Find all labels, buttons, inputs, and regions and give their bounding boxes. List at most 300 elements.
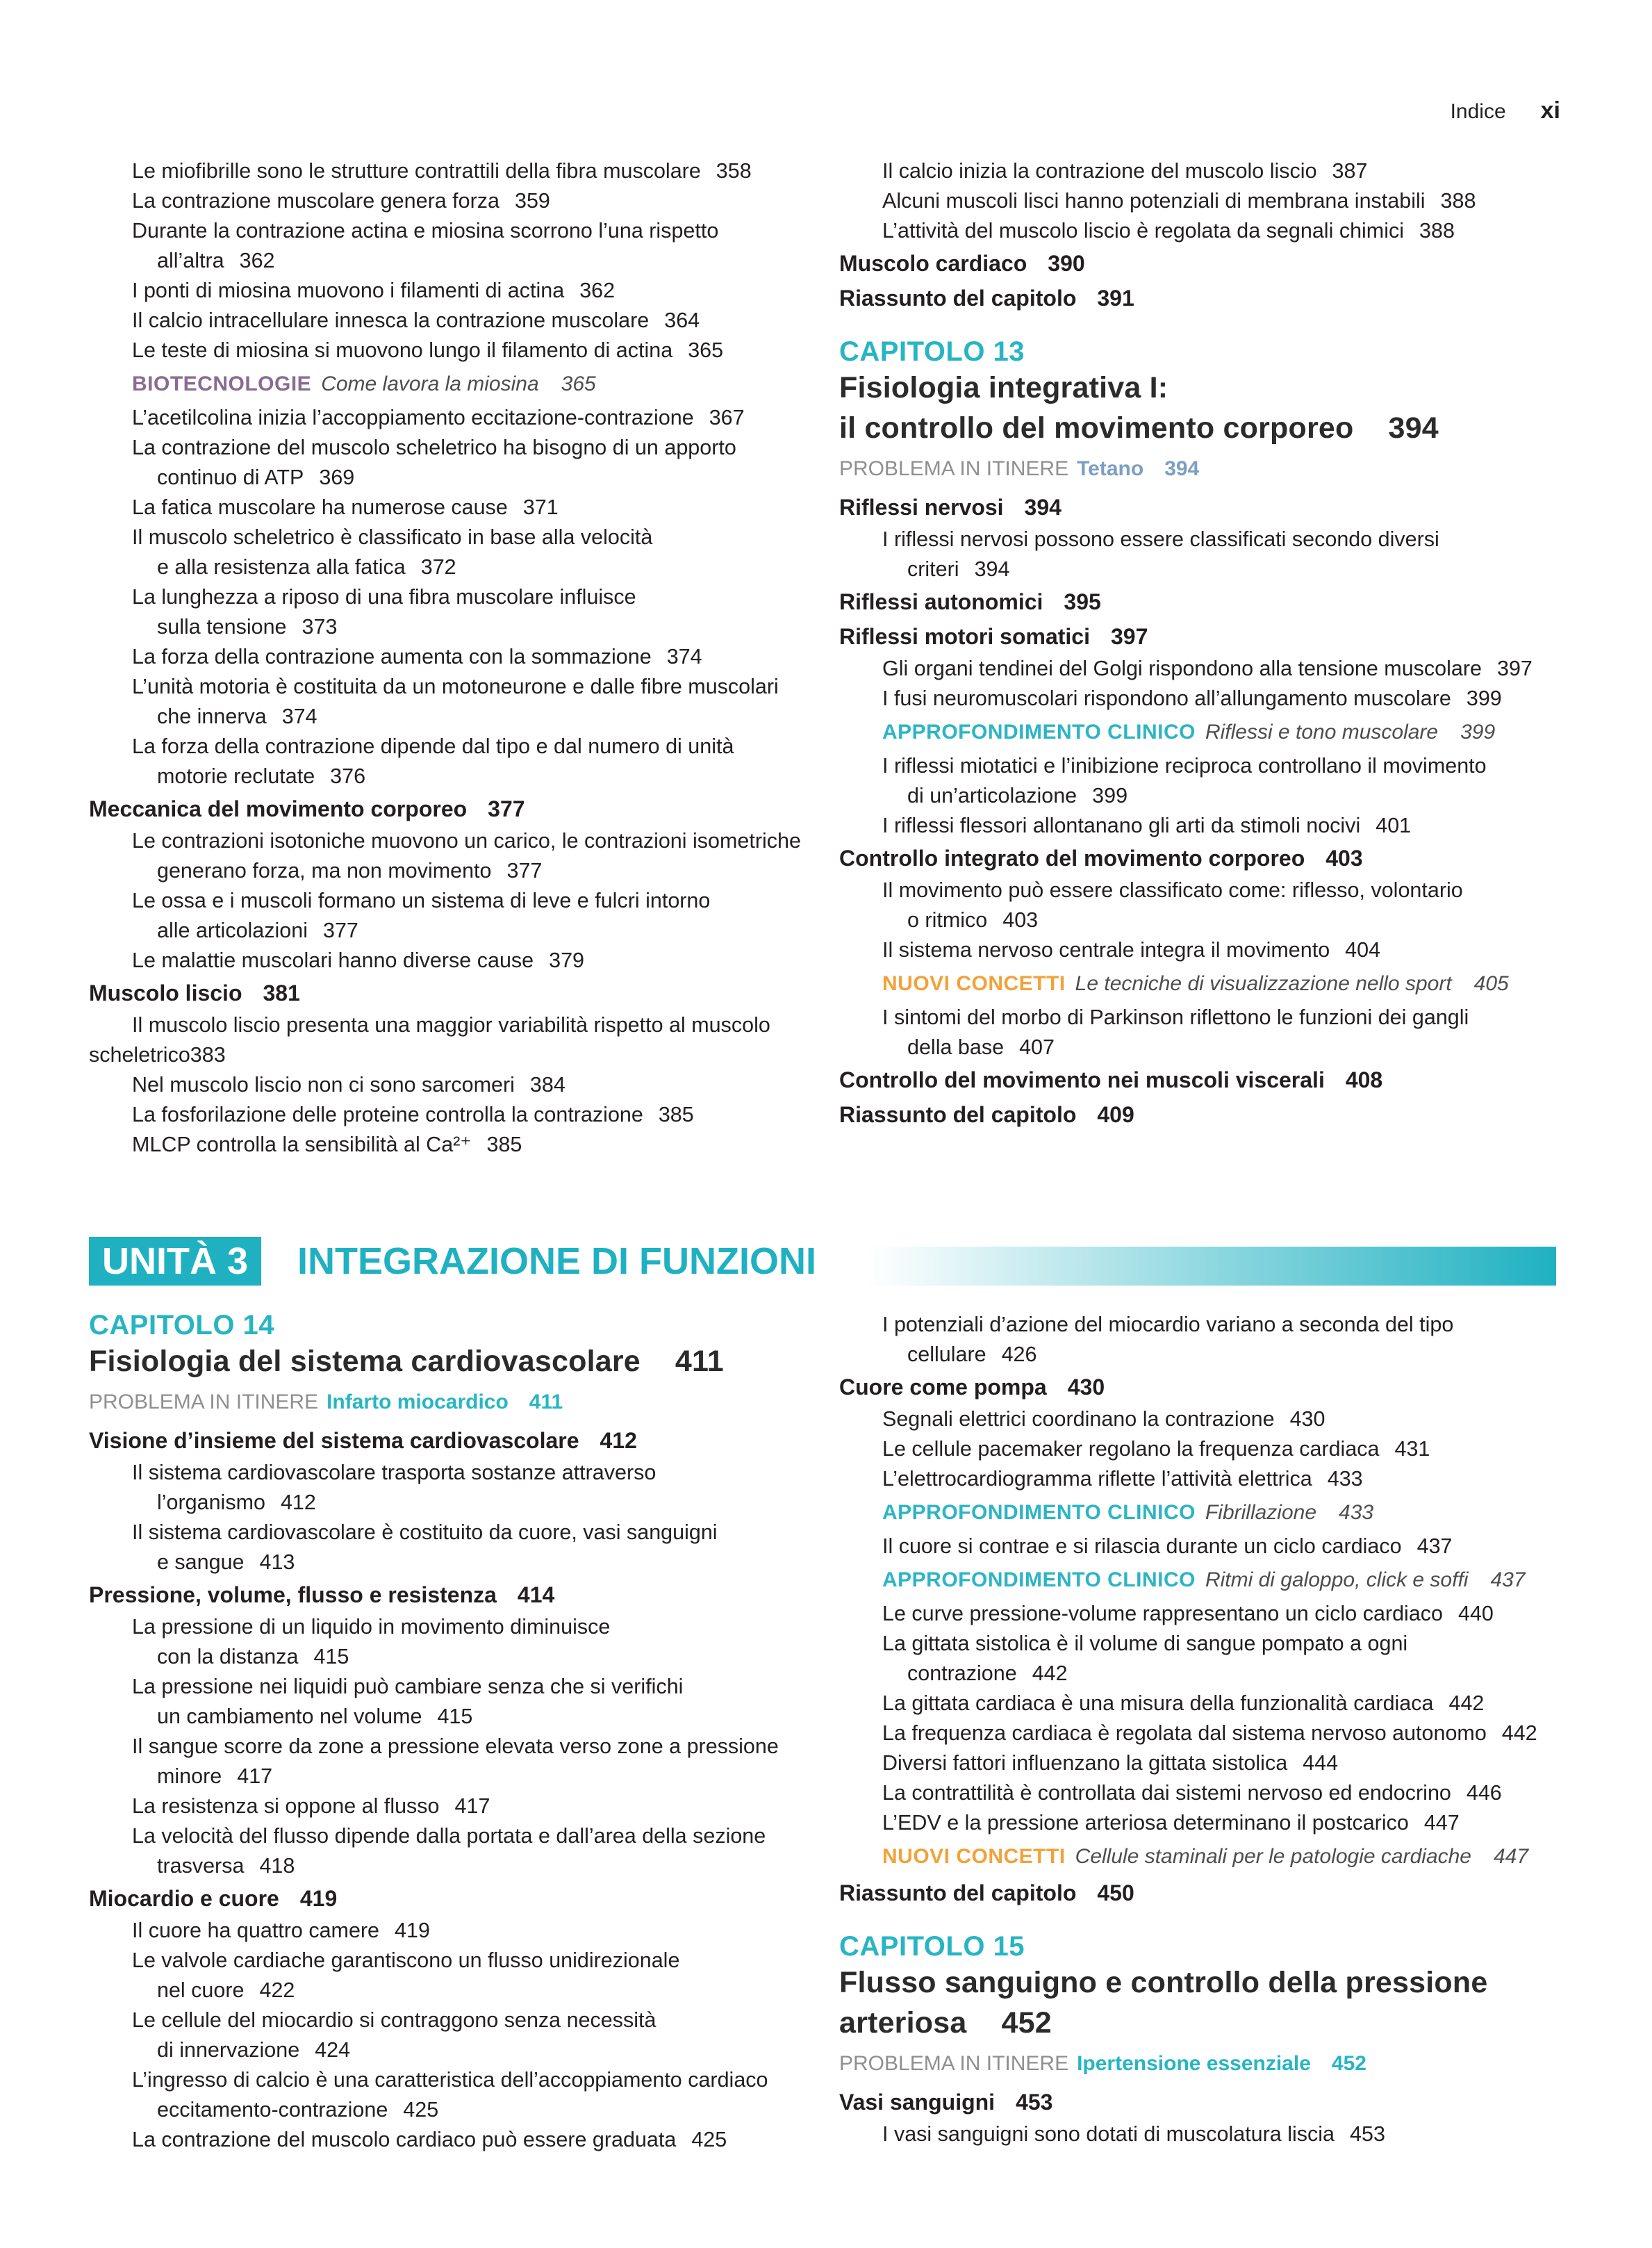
unit-banner: [89, 1231, 1556, 1294]
entry-text: La pressione nei liquidi può cambiare senza che si verifichi: [132, 1675, 684, 1698]
toc-subentry: [89, 642, 825, 672]
page-ref: 425: [691, 2128, 727, 2151]
page-ref: 440: [1458, 1602, 1494, 1625]
page-ref: 371: [522, 495, 559, 519]
feature-tag: APPROFONDIMENTO CLINICO: [882, 721, 1196, 744]
page-ref: 381: [263, 981, 300, 1006]
running-head-section: Indice: [1450, 100, 1506, 123]
entry-text: La contrattilità è controllata dai sistemi nervoso ed endocrino: [882, 1781, 1451, 1805]
entry-text-continued: contrazione: [907, 1662, 1017, 1685]
entry-text: Il cuore si contrae e si rilascia durante un ciclo cardiaco: [882, 1534, 1402, 1558]
page-ref: 401: [1376, 814, 1412, 837]
chapter-number: CAPITOLO 15: [839, 1931, 1025, 1962]
entry-text-continued: generano forza, ma non movimento: [157, 859, 492, 883]
page-ref: 415: [437, 1705, 473, 1728]
toc-column-bottom-right: [839, 1310, 1576, 2149]
page-ref: 394: [1164, 457, 1200, 480]
page-ref: 446: [1466, 1781, 1502, 1805]
page-ref: 362: [239, 249, 275, 272]
page-ref: 372: [420, 555, 456, 579]
page-ref: 411: [529, 1390, 563, 1413]
page-ref: 442: [1448, 1691, 1485, 1715]
entry-text: Nel muscolo liscio non ci sono sarcomeri: [132, 1073, 515, 1097]
page-ref: 447: [1423, 1811, 1460, 1835]
toc-subentry: [89, 886, 825, 946]
toc-subentry: [89, 1821, 825, 1881]
entry-text: L’ingresso di calcio è una caratteristica dell’accoppiamento cardiaco: [132, 2068, 768, 2092]
page-ref: 412: [280, 1491, 316, 1514]
entry-text: Riassunto del capitolo: [839, 1102, 1077, 1127]
entry-text: Le teste di miosina si muovono lungo il filamento di actina: [132, 338, 673, 362]
toc-subentry: [89, 826, 825, 886]
toc-subentry: [839, 1718, 1576, 1748]
page-ref: 379: [549, 949, 585, 972]
page-ref: 407: [1019, 1035, 1055, 1059]
page-ref: 453: [1016, 2090, 1053, 2115]
page-ref: 430: [1067, 1375, 1105, 1400]
toc-subentry: [839, 684, 1576, 714]
page-ref: 424: [315, 2038, 351, 2062]
feature-box-entry: [839, 1838, 1576, 1876]
toc-subentry: [839, 1404, 1576, 1434]
entry-text: Le ossa e i muscoli formano un sistema di leve e fulcri intorno: [132, 889, 711, 912]
toc-subentry: [89, 1070, 825, 1100]
page-ref: 418: [259, 1854, 295, 1878]
feature-tag: APPROFONDIMENTO CLINICO: [882, 1568, 1196, 1591]
page-ref: 453: [1350, 2122, 1385, 2146]
entry-text-continued: che innerva: [157, 705, 267, 728]
page-ref: 444: [1303, 1751, 1339, 1775]
page-ref: 373: [302, 615, 338, 639]
problem-label: PROBLEMA IN ITINERE: [839, 457, 1069, 480]
entry-text-continued: trasversa: [157, 1854, 245, 1878]
entry-text: Il movimento può essere classificato come: riflesso, volontario: [882, 878, 1463, 902]
entry-text: La forza della contrazione aumenta con la sommazione: [132, 645, 652, 668]
entry-text: I riflessi nervosi possono essere classificati secondo diversi: [882, 527, 1439, 551]
toc-subentry: [89, 156, 825, 186]
toc-subentry: [89, 2065, 825, 2125]
entry-text: Il cuore ha quattro camere: [132, 1919, 380, 1942]
entry-text: Il sistema cardiovascolare trasporta sostanze attraverso: [132, 1461, 656, 1484]
toc-section-entry: [89, 1423, 825, 1458]
entry-text: Il calcio intracellulare innesca la contrazione muscolare: [132, 309, 650, 332]
toc-subentry: [89, 1732, 825, 1791]
entry-text: Il calcio inizia la contrazione del muscolo liscio: [882, 159, 1317, 183]
page-ref: 417: [454, 1794, 490, 1818]
toc-subentry: [89, 403, 825, 433]
entry-text: Controllo del movimento nei muscoli viscerali: [839, 1067, 1325, 1092]
entry-text: Miocardio e cuore: [89, 1886, 279, 1911]
toc-subentry: [89, 1518, 825, 1577]
page-ref: 385: [658, 1103, 694, 1126]
toc-section-entry: [89, 791, 825, 826]
entry-text-continued: cellulare: [907, 1343, 986, 1366]
entry-text: La gittata sistolica è il volume di sangue pompato a ogni: [882, 1632, 1408, 1655]
page-ref: 404: [1345, 938, 1381, 962]
entry-text: Le miofibrille sono le strutture contrattili della fibra muscolare: [132, 159, 701, 183]
entry-text-continued: minore: [157, 1764, 222, 1788]
entry-text: Vasi sanguigni: [839, 2090, 996, 2115]
page-number: xi: [1540, 97, 1560, 124]
toc-section-entry: [89, 976, 825, 1010]
page-ref: 442: [1501, 1721, 1537, 1745]
entry-text-continued: un cambiamento nel volume: [157, 1705, 422, 1728]
toc-column-top-left: [89, 156, 825, 1160]
entry-text: Le cellule pacemaker regolano la frequenza cardiaca: [882, 1437, 1380, 1461]
entry-text: Il sistema cardiovascolare è costituito da cuore, vasi sanguigni: [132, 1520, 718, 1544]
toc-section-entry: [839, 2085, 1576, 2119]
toc-section-entry: [839, 619, 1576, 654]
problem-title: Tetano: [1077, 457, 1144, 480]
toc-subentry: [839, 811, 1576, 841]
entry-text: Riassunto del capitolo: [839, 286, 1077, 311]
feature-tag: NUOVI CONCETTI: [882, 972, 1066, 995]
entry-text: Le malattie muscolari hanno diverse cause: [132, 949, 534, 972]
chapter-title-text: Fisiologia del sistema cardiovascolare: [89, 1345, 641, 1378]
entry-text: Riflessi motori somatici: [839, 624, 1090, 649]
entry-text: La fatica muscolare ha numerose cause: [132, 495, 508, 519]
page-ref: 395: [1064, 589, 1101, 614]
entry-text: La forza della contrazione dipende dal tipo e dal numero di unità: [132, 735, 734, 758]
entry-text: Le curve pressione-volume rappresentano un ciclo cardiaco: [882, 1602, 1443, 1625]
entry-text: Muscolo cardiaco: [839, 251, 1027, 276]
feature-title: Cellule staminali per le patologie cardiache: [1075, 1845, 1471, 1868]
chapter-number: CAPITOLO 14: [89, 1310, 275, 1340]
feature-title: Riflessi e tono muscolare: [1205, 721, 1439, 744]
entry-text: MLCP controlla la sensibilità al Ca²⁺: [132, 1133, 472, 1156]
feature-box-entry: [839, 1561, 1576, 1599]
page-ref: 437: [1416, 1534, 1453, 1558]
entry-text: La lunghezza a riposo di una fibra muscolare influisce: [132, 585, 636, 609]
page-ref: 431: [1394, 1437, 1430, 1461]
toc-subentry: [89, 1458, 825, 1518]
entry-text: La contrazione muscolare genera forza: [132, 189, 499, 213]
toc-subentry: [89, 582, 825, 642]
page-ref: 433: [1339, 1501, 1374, 1524]
page-ref: 388: [1440, 189, 1476, 213]
page-ref: 422: [259, 1978, 295, 2002]
toc-subentry: [839, 525, 1576, 584]
feature-box-entry: [839, 714, 1576, 751]
toc-subentry: [839, 1748, 1576, 1778]
page-ref: 394: [1388, 411, 1439, 445]
page-ref: 390: [1048, 251, 1085, 276]
entry-text: La gittata cardiaca è una misura della funzionalità cardiaca: [882, 1691, 1434, 1715]
running-head: [1451, 97, 1560, 124]
problem-label: PROBLEMA IN ITINERE: [89, 1390, 319, 1413]
toc-subentry: [839, 751, 1576, 811]
page-ref: 405: [1473, 972, 1509, 995]
entry-text: Riflessi autonomici: [839, 589, 1043, 614]
page-ref: 377: [323, 919, 358, 942]
chapter-label: [839, 336, 1576, 368]
toc-subentry: [839, 1689, 1576, 1718]
page-ref: 399: [1466, 687, 1502, 710]
running-problem: [839, 2043, 1576, 2085]
page-ref: 430: [1289, 1407, 1325, 1431]
toc-subentry: [839, 1464, 1576, 1494]
toc-subentry: [89, 672, 825, 732]
page-ref: 452: [1331, 2052, 1366, 2075]
entry-text: Riflessi nervosi: [839, 495, 1004, 520]
chapter-title-text: Flusso sanguigno e controllo della pressione: [839, 1966, 1488, 1999]
chapter-title: [839, 368, 1576, 408]
page-ref: 362: [579, 279, 616, 302]
entry-text-continued: o ritmico: [907, 908, 988, 932]
toc-subentry: [839, 1434, 1576, 1464]
toc-section-entry: [839, 1876, 1576, 1910]
entry-text: Visione d’insieme del sistema cardiovascolare: [89, 1428, 579, 1453]
page-ref: 365: [561, 372, 596, 395]
toc-subentry: [89, 1946, 825, 2005]
page-ref: 403: [1002, 908, 1039, 932]
chapter-title-text: arteriosa: [839, 2006, 967, 2040]
toc-section-entry: [839, 490, 1576, 525]
entry-text: Le contrazioni isotoniche muovono un carico, le contrazioni isometriche: [132, 829, 801, 853]
chapter-title: [89, 1341, 825, 1381]
toc-section-entry: [839, 1063, 1576, 1097]
page-ref: 413: [259, 1550, 295, 1574]
page-ref: 409: [1097, 1102, 1134, 1127]
entry-text: La fosforilazione delle proteine controlla la contrazione: [132, 1103, 643, 1126]
page-ref: 374: [281, 705, 317, 728]
entry-text: Segnali elettrici coordinano la contrazione: [882, 1407, 1275, 1431]
page-ref: 411: [675, 1345, 724, 1378]
page-ref: 394: [1024, 495, 1062, 520]
toc-subentry: [89, 186, 825, 216]
page-ref: 399: [1460, 721, 1496, 744]
toc-section-entry: [839, 1097, 1576, 1132]
entry-text: I potenziali d’azione del miocardio variano a seconda del tipo: [882, 1313, 1454, 1336]
toc-subentry: [839, 1808, 1576, 1838]
toc-section-entry: [839, 246, 1576, 281]
toc-section-entry: [839, 281, 1576, 315]
toc-column-top-right: [839, 156, 1576, 1132]
entry-text-continued: all’altra: [157, 249, 224, 272]
entry-text: I riflessi miotatici e l’inibizione reciproca controllano il movimento: [882, 754, 1487, 778]
entry-text-continued: eccitamento-contrazione: [157, 2098, 388, 2122]
page-ref: 359: [514, 189, 550, 213]
chapter-label: [839, 1931, 1576, 1962]
entry-text: I vasi sanguigni sono dotati di muscolatura liscia: [882, 2122, 1335, 2146]
entry-text: Pressione, volume, flusso e resistenza: [89, 1582, 497, 1607]
page-ref: 447: [1494, 1845, 1529, 1868]
entry-text: Riassunto del capitolo: [839, 1880, 1077, 1905]
page-ref: 387: [1332, 159, 1368, 183]
toc-section-entry: [839, 584, 1576, 619]
feature-tag: APPROFONDIMENTO CLINICO: [882, 1501, 1196, 1524]
toc-column-bottom-left: [89, 1310, 825, 2155]
chapter-number: CAPITOLO 13: [839, 336, 1025, 367]
feature-box-entry: [839, 1494, 1576, 1532]
toc-subentry: [839, 1532, 1576, 1561]
feature-title: Ritmi di galoppo, click e soffi: [1205, 1568, 1469, 1591]
page-ref: 399: [1092, 784, 1128, 807]
problem-title: Infarto miocardico: [327, 1390, 509, 1413]
entry-text: Il muscolo liscio presenta una maggior variabilità rispetto al muscolo: [132, 1013, 770, 1037]
page-ref: 377: [506, 859, 543, 883]
page-ref: 364: [664, 309, 700, 332]
toc-subentry: [89, 523, 825, 582]
entry-text: L’attività del muscolo liscio è regolata da segnali chimici: [882, 219, 1405, 243]
entry-text: Diversi fattori influenzano la gittata sistolica: [882, 1751, 1288, 1775]
feature-box-entry: [89, 366, 825, 403]
page-ref: 442: [1032, 1662, 1068, 1685]
page-ref: 417: [237, 1764, 273, 1788]
toc-subentry: [89, 2125, 825, 2155]
unit-banner-gradient: [867, 1247, 1556, 1286]
entry-text: Cuore come pompa: [839, 1375, 1047, 1400]
entry-text-continued: motorie reclutate: [157, 764, 315, 788]
problem-label: PROBLEMA IN ITINERE: [839, 2052, 1069, 2075]
entry-text: L’elettrocardiogramma riflette l’attività elettrica: [882, 1467, 1312, 1491]
entry-text-continued: di un’articolazione: [907, 784, 1077, 807]
entry-text: Le valvole cardiache garantiscono un flusso unidirezionale: [132, 1948, 680, 1972]
entry-text: I riflessi flessori allontanano gli arti da stimoli nocivi: [882, 814, 1361, 837]
chapter-label: [89, 1310, 825, 1341]
entry-text-continued: continuo di ATP: [157, 466, 304, 489]
page-ref: 450: [1097, 1880, 1134, 1905]
entry-text: Gli organi tendinei del Golgi rispondono alla tensione muscolare: [882, 657, 1482, 680]
page-ref: 367: [709, 406, 745, 429]
toc-subentry: [89, 946, 825, 976]
chapter-title: [839, 2003, 1576, 2043]
running-problem: [89, 1381, 825, 1423]
page-ref: 426: [1001, 1343, 1037, 1366]
toc-subentry: [89, 1791, 825, 1821]
toc-subentry: [89, 1612, 825, 1672]
entry-text-continued: e sangue: [157, 1550, 245, 1574]
page-ref: 391: [1097, 286, 1134, 311]
toc-subentry: [89, 433, 825, 493]
toc-subentry: [89, 1672, 825, 1732]
page-ref: 385: [486, 1133, 522, 1156]
entry-text: La velocità del flusso dipende dalla portata e dall’area della sezione: [132, 1824, 766, 1848]
feature-box-entry: [839, 965, 1576, 1003]
entry-text: La frequenza cardiaca è regolata dal sistema nervoso autonomo: [882, 1721, 1487, 1745]
entry-text-continued: scheletrico383: [89, 1043, 226, 1067]
entry-text-continued: con la distanza: [157, 1645, 299, 1668]
toc-subentry: [89, 493, 825, 523]
chapter-title-text: il controllo del movimento corporeo: [839, 411, 1354, 445]
toc-subentry: [839, 1310, 1576, 1370]
feature-tag: BIOTECNOLOGIE: [132, 372, 312, 395]
feature-tag: NUOVI CONCETTI: [882, 1845, 1066, 1868]
running-problem: [839, 448, 1576, 490]
entry-text: I ponti di miosina muovono i filamenti di actina: [132, 279, 565, 302]
problem-title: Ipertensione essenziale: [1077, 2052, 1311, 2075]
entry-text: Il sangue scorre da zone a pressione elevata verso zone a pressione: [132, 1734, 779, 1758]
entry-text: I sintomi del morbo di Parkinson riflettono le funzioni dei gangli: [882, 1006, 1469, 1029]
feature-title: Fibrillazione: [1205, 1501, 1317, 1524]
page-ref: 419: [395, 1919, 430, 1942]
feature-title: Le tecniche di visualizzazione nello sport: [1075, 972, 1452, 995]
entry-text-continued: di innervazione: [157, 2038, 300, 2062]
entry-text: Controllo integrato del movimento corporeo: [839, 846, 1305, 871]
toc-subentry: [839, 1629, 1576, 1689]
entry-text-continued: nel cuore: [157, 1978, 245, 2002]
toc-section-entry: [89, 1577, 825, 1612]
page-ref: 376: [330, 764, 366, 788]
toc-subentry: [839, 216, 1576, 246]
toc-section-entry: [89, 1881, 825, 1916]
page-ref: 384: [529, 1073, 565, 1097]
toc-subentry: [89, 276, 825, 306]
toc-subentry: [839, 654, 1576, 684]
entry-text: L’EDV e la pressione arteriosa determinano il postcarico: [882, 1811, 1409, 1835]
entry-text: Alcuni muscoli lisci hanno potenziali di membrana instabili: [882, 189, 1426, 213]
toc-subentry: [839, 935, 1576, 965]
toc-subentry: [89, 306, 825, 336]
toc-subentry: [89, 336, 825, 366]
page-ref: 397: [1497, 657, 1533, 680]
toc-subentry: [89, 1916, 825, 1946]
unit-label: UNITÀ 3: [89, 1237, 261, 1286]
entry-text-continued: alle articolazioni: [157, 919, 308, 942]
page-ref: 365: [688, 338, 724, 362]
toc-subentry: [839, 876, 1576, 935]
entry-text-continued: della base: [907, 1035, 1005, 1059]
entry-text: Muscolo liscio: [89, 981, 242, 1006]
chapter-title: [839, 408, 1576, 448]
entry-text: I fusi neuromuscolari rispondono all’allungamento muscolare: [882, 687, 1451, 710]
entry-text-continued: l’organismo: [157, 1491, 265, 1514]
toc-subentry: [89, 2005, 825, 2065]
toc-subentry: [839, 1003, 1576, 1063]
entry-text-continued: sulla tensione: [157, 615, 287, 639]
page-ref: 397: [1110, 624, 1148, 649]
page-ref: 415: [313, 1645, 349, 1668]
page-ref: 388: [1419, 219, 1455, 243]
entry-text: L’acetilcolina inizia l’accoppiamento eccitazione-contrazione: [132, 406, 694, 429]
page-ref: 358: [716, 159, 752, 183]
entry-text-continued: e alla resistenza alla fatica: [157, 555, 406, 579]
page-ref: 374: [666, 645, 702, 668]
feature-title: Come lavora la miosina: [321, 372, 539, 395]
page-ref: 394: [974, 557, 1010, 581]
page-ref: 433: [1327, 1467, 1363, 1491]
page-ref: 414: [517, 1582, 555, 1607]
entry-text: La resistenza si oppone al flusso: [132, 1794, 440, 1818]
entry-text: L’unità motoria è costituita da un motoneurone e dalle fibre muscolari: [132, 675, 779, 698]
entry-text: La pressione di un liquido in movimento diminuisce: [132, 1615, 611, 1639]
page-ref: 377: [488, 796, 525, 821]
page-ref: 412: [600, 1428, 637, 1453]
unit-title: INTEGRAZIONE DI FUNZIONI: [297, 1240, 816, 1282]
toc-subentry: [839, 1599, 1576, 1629]
page-ref: 408: [1345, 1067, 1383, 1092]
toc-subentry: [89, 1130, 825, 1160]
toc-subentry: [89, 1010, 825, 1070]
toc-subentry: [89, 1100, 825, 1130]
entry-text: Durante la contrazione actina e miosina scorrono l’una rispetto: [132, 219, 719, 243]
entry-text: Le cellule del miocardio si contraggono senza necessità: [132, 2008, 656, 2032]
toc-subentry: [839, 1778, 1576, 1808]
page-ref: 403: [1325, 846, 1363, 871]
toc-section-entry: [839, 841, 1576, 876]
page-ref: 369: [319, 466, 355, 489]
toc-subentry: [89, 216, 825, 276]
toc-subentry: [839, 156, 1576, 186]
toc-subentry: [839, 186, 1576, 216]
entry-text: Meccanica del movimento corporeo: [89, 796, 468, 821]
page-ref: 437: [1490, 1568, 1526, 1591]
entry-text: Il sistema nervoso centrale integra il movimento: [882, 938, 1330, 962]
entry-text-continued: criteri: [907, 557, 959, 581]
chapter-title-text: Fisiologia integrativa I:: [839, 371, 1168, 404]
toc-subentry: [89, 732, 825, 791]
entry-text: La contrazione del muscolo scheletrico ha bisogno di un apporto: [132, 436, 736, 459]
